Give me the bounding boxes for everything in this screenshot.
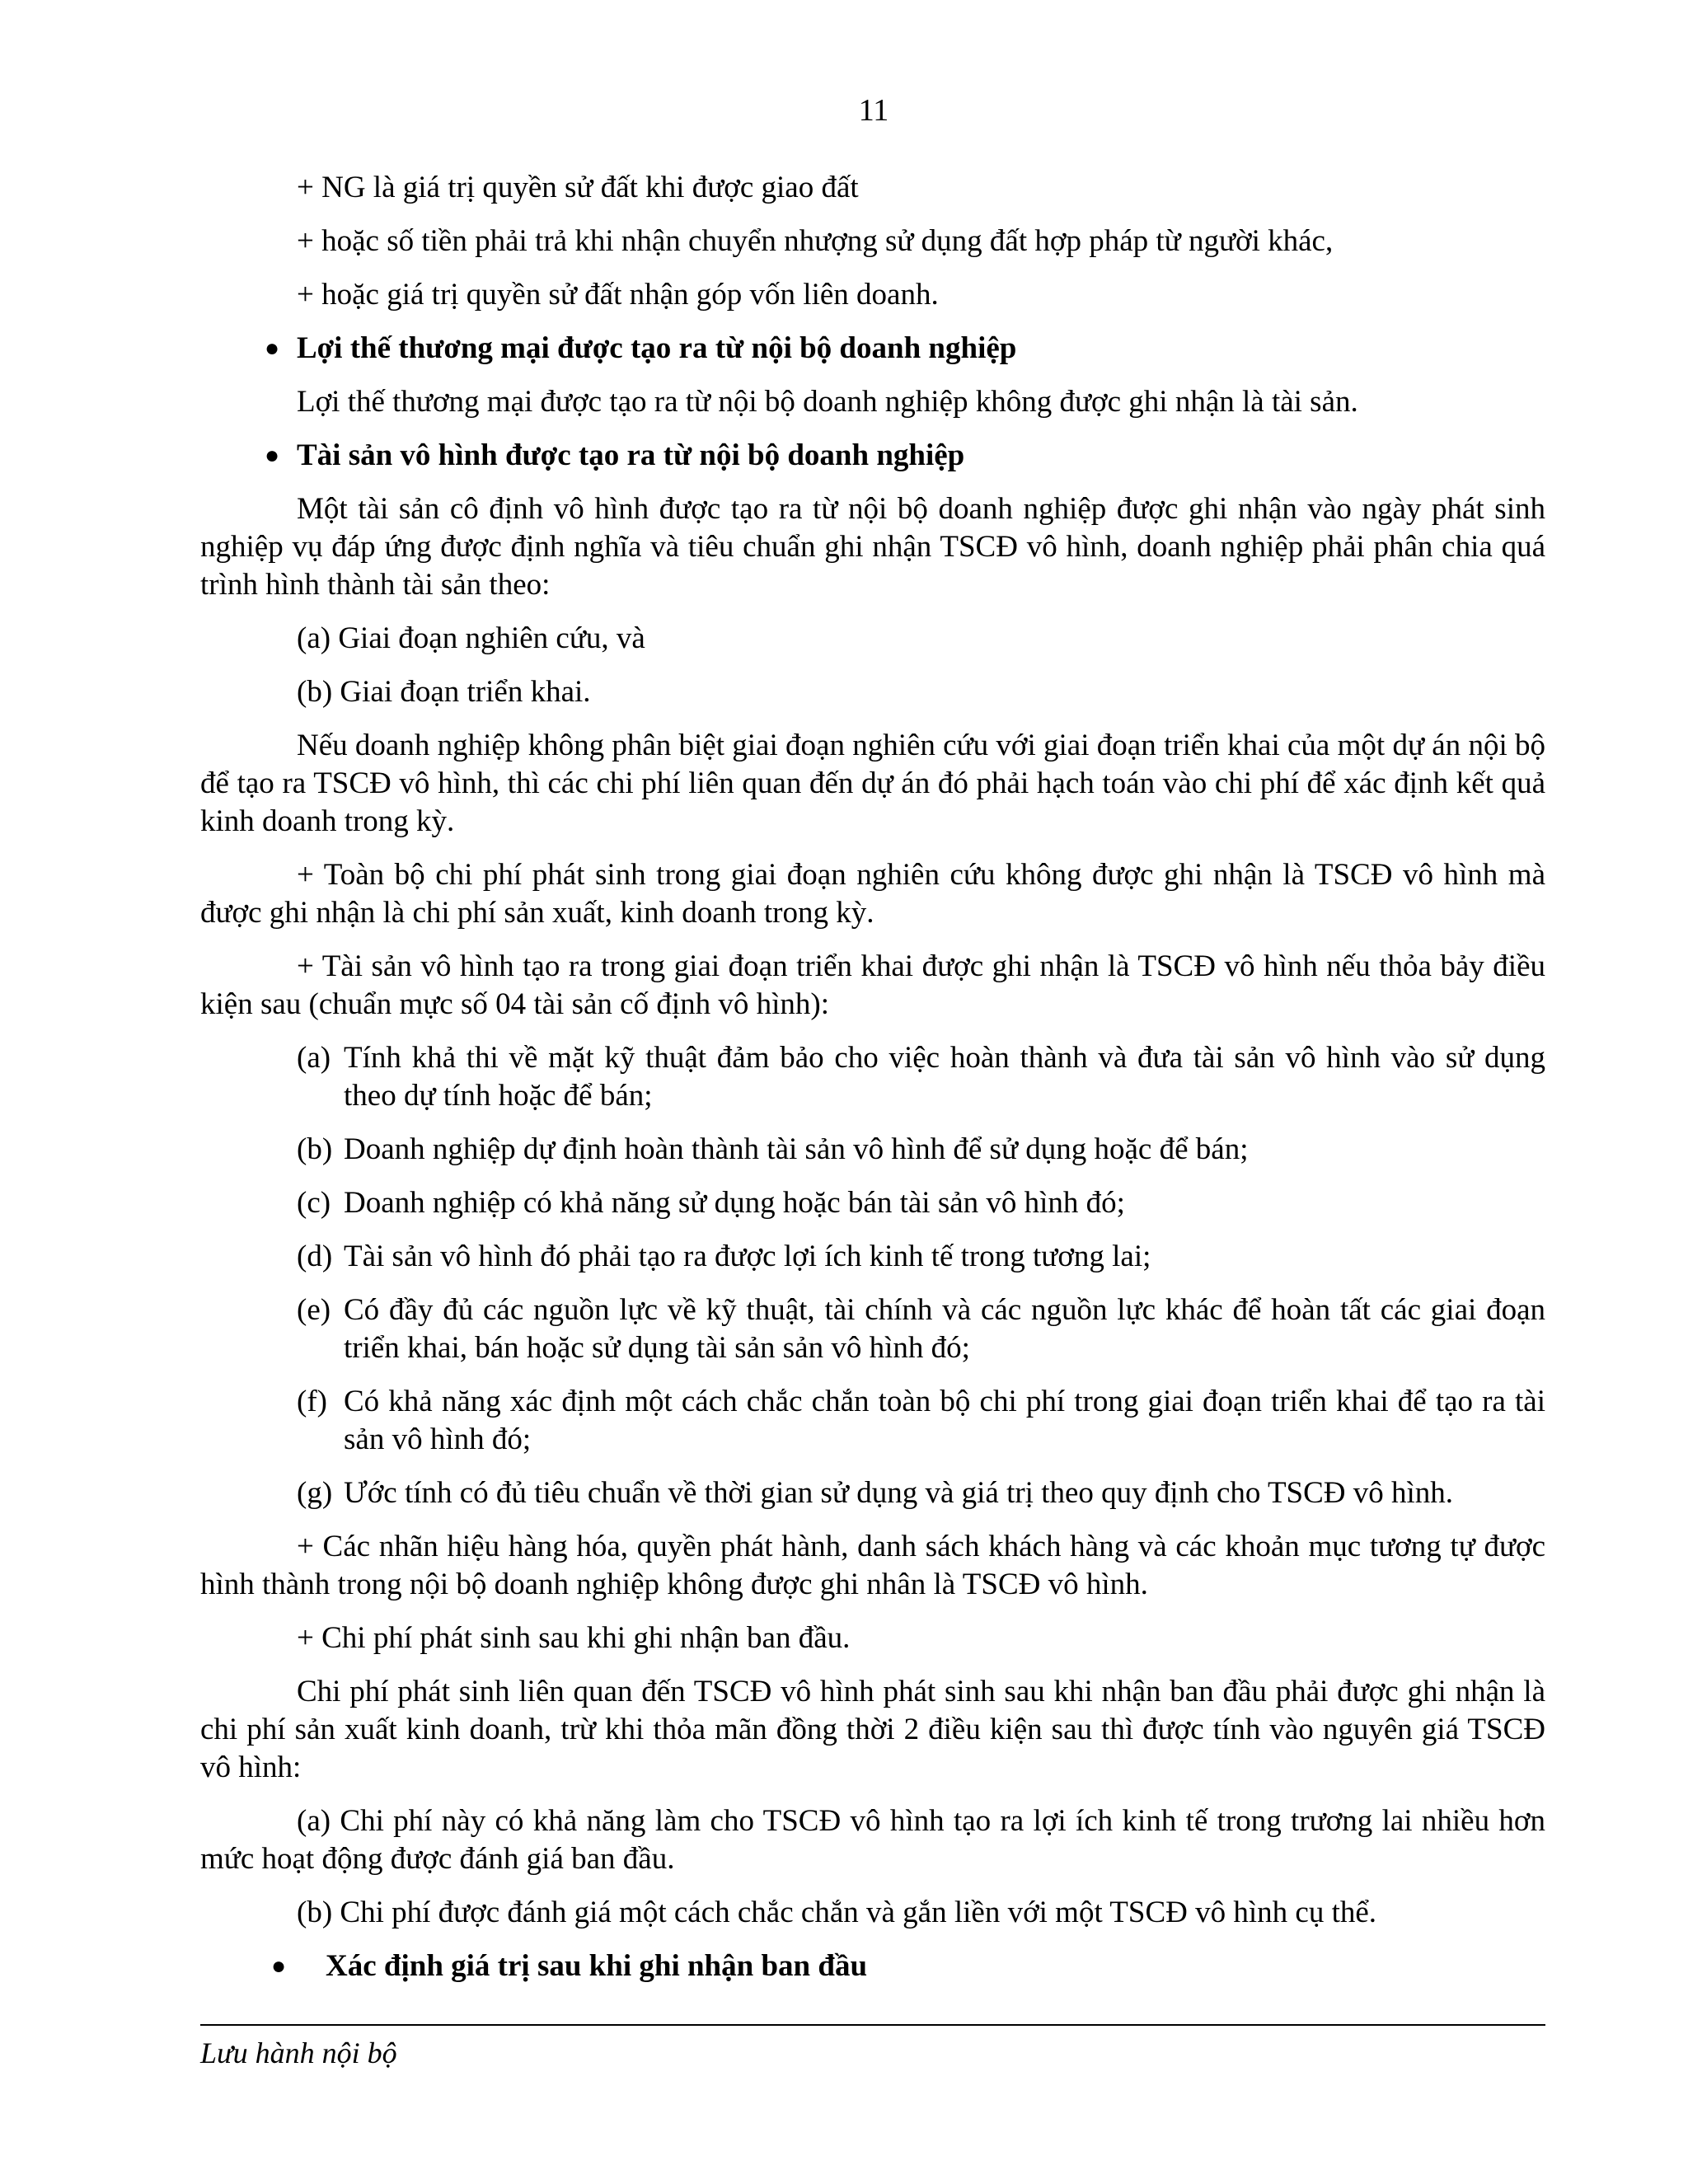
condition-item [200,1474,1545,1512]
intangible-intro: Một tài sản cô định vô hình được tạo ra từ nội bộ doanh nghiệp được ghi nhận vào ngày phát sinh nghiệp vụ đáp ứng được định nghĩa và tiêu chuẩn ghi nhận TSCĐ vô hình, doanh nghiệp phải phân chia quá trình hình thành tài sản theo: [200,492,1545,602]
condition-item [200,1238,1545,1276]
subsequent-costs-paragraph: Chi phí phát sinh liên quan đến TSCĐ vô hình phát sinh sau khi nhận ban đầu phải được ghi nhận là chi phí sản xuất kinh doanh, trừ khi thỏa mãn đồng thời 2 điều kiện sau thì được tính vào nguyên giá TSCĐ vô hình: [200,1675,1545,1784]
condition-label: (d) [297,1240,333,1273]
subsequent-costs-heading: + Chi phí phát sinh sau khi ghi nhận ban đầu. [297,1621,851,1655]
brands-paragraph: + Các nhãn hiệu hàng hóa, quyền phát hành, danh sách khách hàng và các khoản mục tương tự được hình thành trong nội bộ doanh nghiệp không được ghi nhân là TSCĐ vô hình. [200,1530,1545,1601]
phase-development: (b) Giai đoạn triển khai. [297,675,591,709]
subsequent-condition-b: (b) Chi phí được đánh giá một cách chắc chắn và gắn liền với một TSCĐ vô hình cụ thể. [297,1896,1377,1929]
remeasure-heading [200,1947,1545,1985]
condition-item [200,1383,1545,1459]
condition-text: Ước tính có đủ tiêu chuẩn về thời gian sử dụng và giá trị theo quy định cho TSCĐ vô hình. [344,1476,1454,1510]
bullet-icon: ● [265,442,280,469]
condition-text: Doanh nghiệp có khả năng sử dụng hoặc bán tài sản vô hình đó; [344,1186,1125,1220]
condition-text: Có khả năng xác định một cách chắc chắn toàn bộ chi phí trong giai đoạn triển khai để tạo ra tài sản vô hình đó; [344,1385,1545,1456]
condition-label: (e) [297,1293,331,1327]
goodwill-text: Lợi thế thương mại được tạo ra từ nội bộ doanh nghiệp không được ghi nhận là tài sản. [297,385,1358,419]
intangible-heading [200,437,1545,475]
no-distinction-paragraph: Nếu doanh nghiệp không phân biệt giai đoạn nghiên cứu với giai đoạn triển khai của một dự án nội bộ để tạo ra TSCĐ vô hình, thì các chi phí liên quan đến dự án đó phải hạch toán vào chi phí để xác định kết quả kinh doanh trong kỳ. [200,729,1545,838]
condition-item [200,1291,1545,1367]
bullet-icon: ● [265,335,280,362]
footer-divider [200,2024,1545,2026]
page-number: 11 [858,93,889,128]
goodwill-heading [200,330,1545,368]
ng-line-1: + NG là giá trị quyền sử đất khi được giao đất [297,171,859,204]
footer-text: Lưu hành nội bộ [200,2036,397,2069]
research-costs-paragraph: + Toàn bộ chi phí phát sinh trong giai đoạn nghiên cứu không được ghi nhận là TSCĐ vô hình mà được ghi nhận là chi phí sản xuất, kinh doanh trong kỳ. [200,858,1545,930]
subsequent-condition-a: (a) Chi phí này có khả năng làm cho TSCĐ vô hình tạo ra lợi ích kinh tế trong trương lai nhiều hơn mức hoạt động được đánh giá ban đầu. [200,1804,1545,1876]
bullet-icon: ● [271,1952,287,1980]
condition-item [200,1184,1545,1222]
condition-text: Có đầy đủ các nguồn lực về kỹ thuật, tài chính và các nguồn lực khác để hoàn tất các giai đoạn triển khai, bán hoặc sử dụng tài sản sản vô hình đó; [344,1293,1545,1365]
document-body [200,169,1545,2001]
intangible-heading-text: Tài sản vô hình được tạo ra từ nội bộ doanh nghiệp [297,438,965,472]
condition-label: (g) [297,1476,333,1510]
condition-label: (c) [297,1186,331,1220]
condition-text: Tính khả thi về mặt kỹ thuật đảm bảo cho việc hoàn thành và đưa tài sản vô hình vào sử dụng theo dự tính hoặc để bán; [344,1041,1545,1113]
ng-line-2: + hoặc số tiền phải trả khi nhận chuyển nhượng sử dụng đất hợp pháp từ người khác, [297,224,1334,258]
ng-line-3: + hoặc giá trị quyền sử đất nhận góp vốn liên doanh. [297,278,939,312]
condition-text: Tài sản vô hình đó phải tạo ra được lợi ích kinh tế trong tương lai; [344,1240,1151,1273]
condition-label: (f) [297,1385,327,1418]
condition-item [200,1039,1545,1115]
remeasure-heading-text: Xác định giá trị sau khi ghi nhận ban đầu [326,1949,868,1983]
condition-label: (b) [297,1132,333,1166]
goodwill-heading-text: Lợi thế thương mại được tạo ra từ nội bộ doanh nghiệp [297,331,1017,365]
condition-text: Doanh nghiệp dự định hoàn thành tài sản vô hình để sử dụng hoặc để bán; [344,1132,1249,1166]
phase-research: (a) Giai đoạn nghiên cứu, và [297,621,645,655]
condition-item [200,1131,1545,1169]
condition-label: (a) [297,1041,331,1075]
development-assets-paragraph: + Tài sản vô hình tạo ra trong giai đoạn triển khai được ghi nhận là TSCĐ vô hình nếu thỏa bảy điều kiện sau (chuẩn mực số 04 tài sản cố định vô hình): [200,949,1545,1021]
